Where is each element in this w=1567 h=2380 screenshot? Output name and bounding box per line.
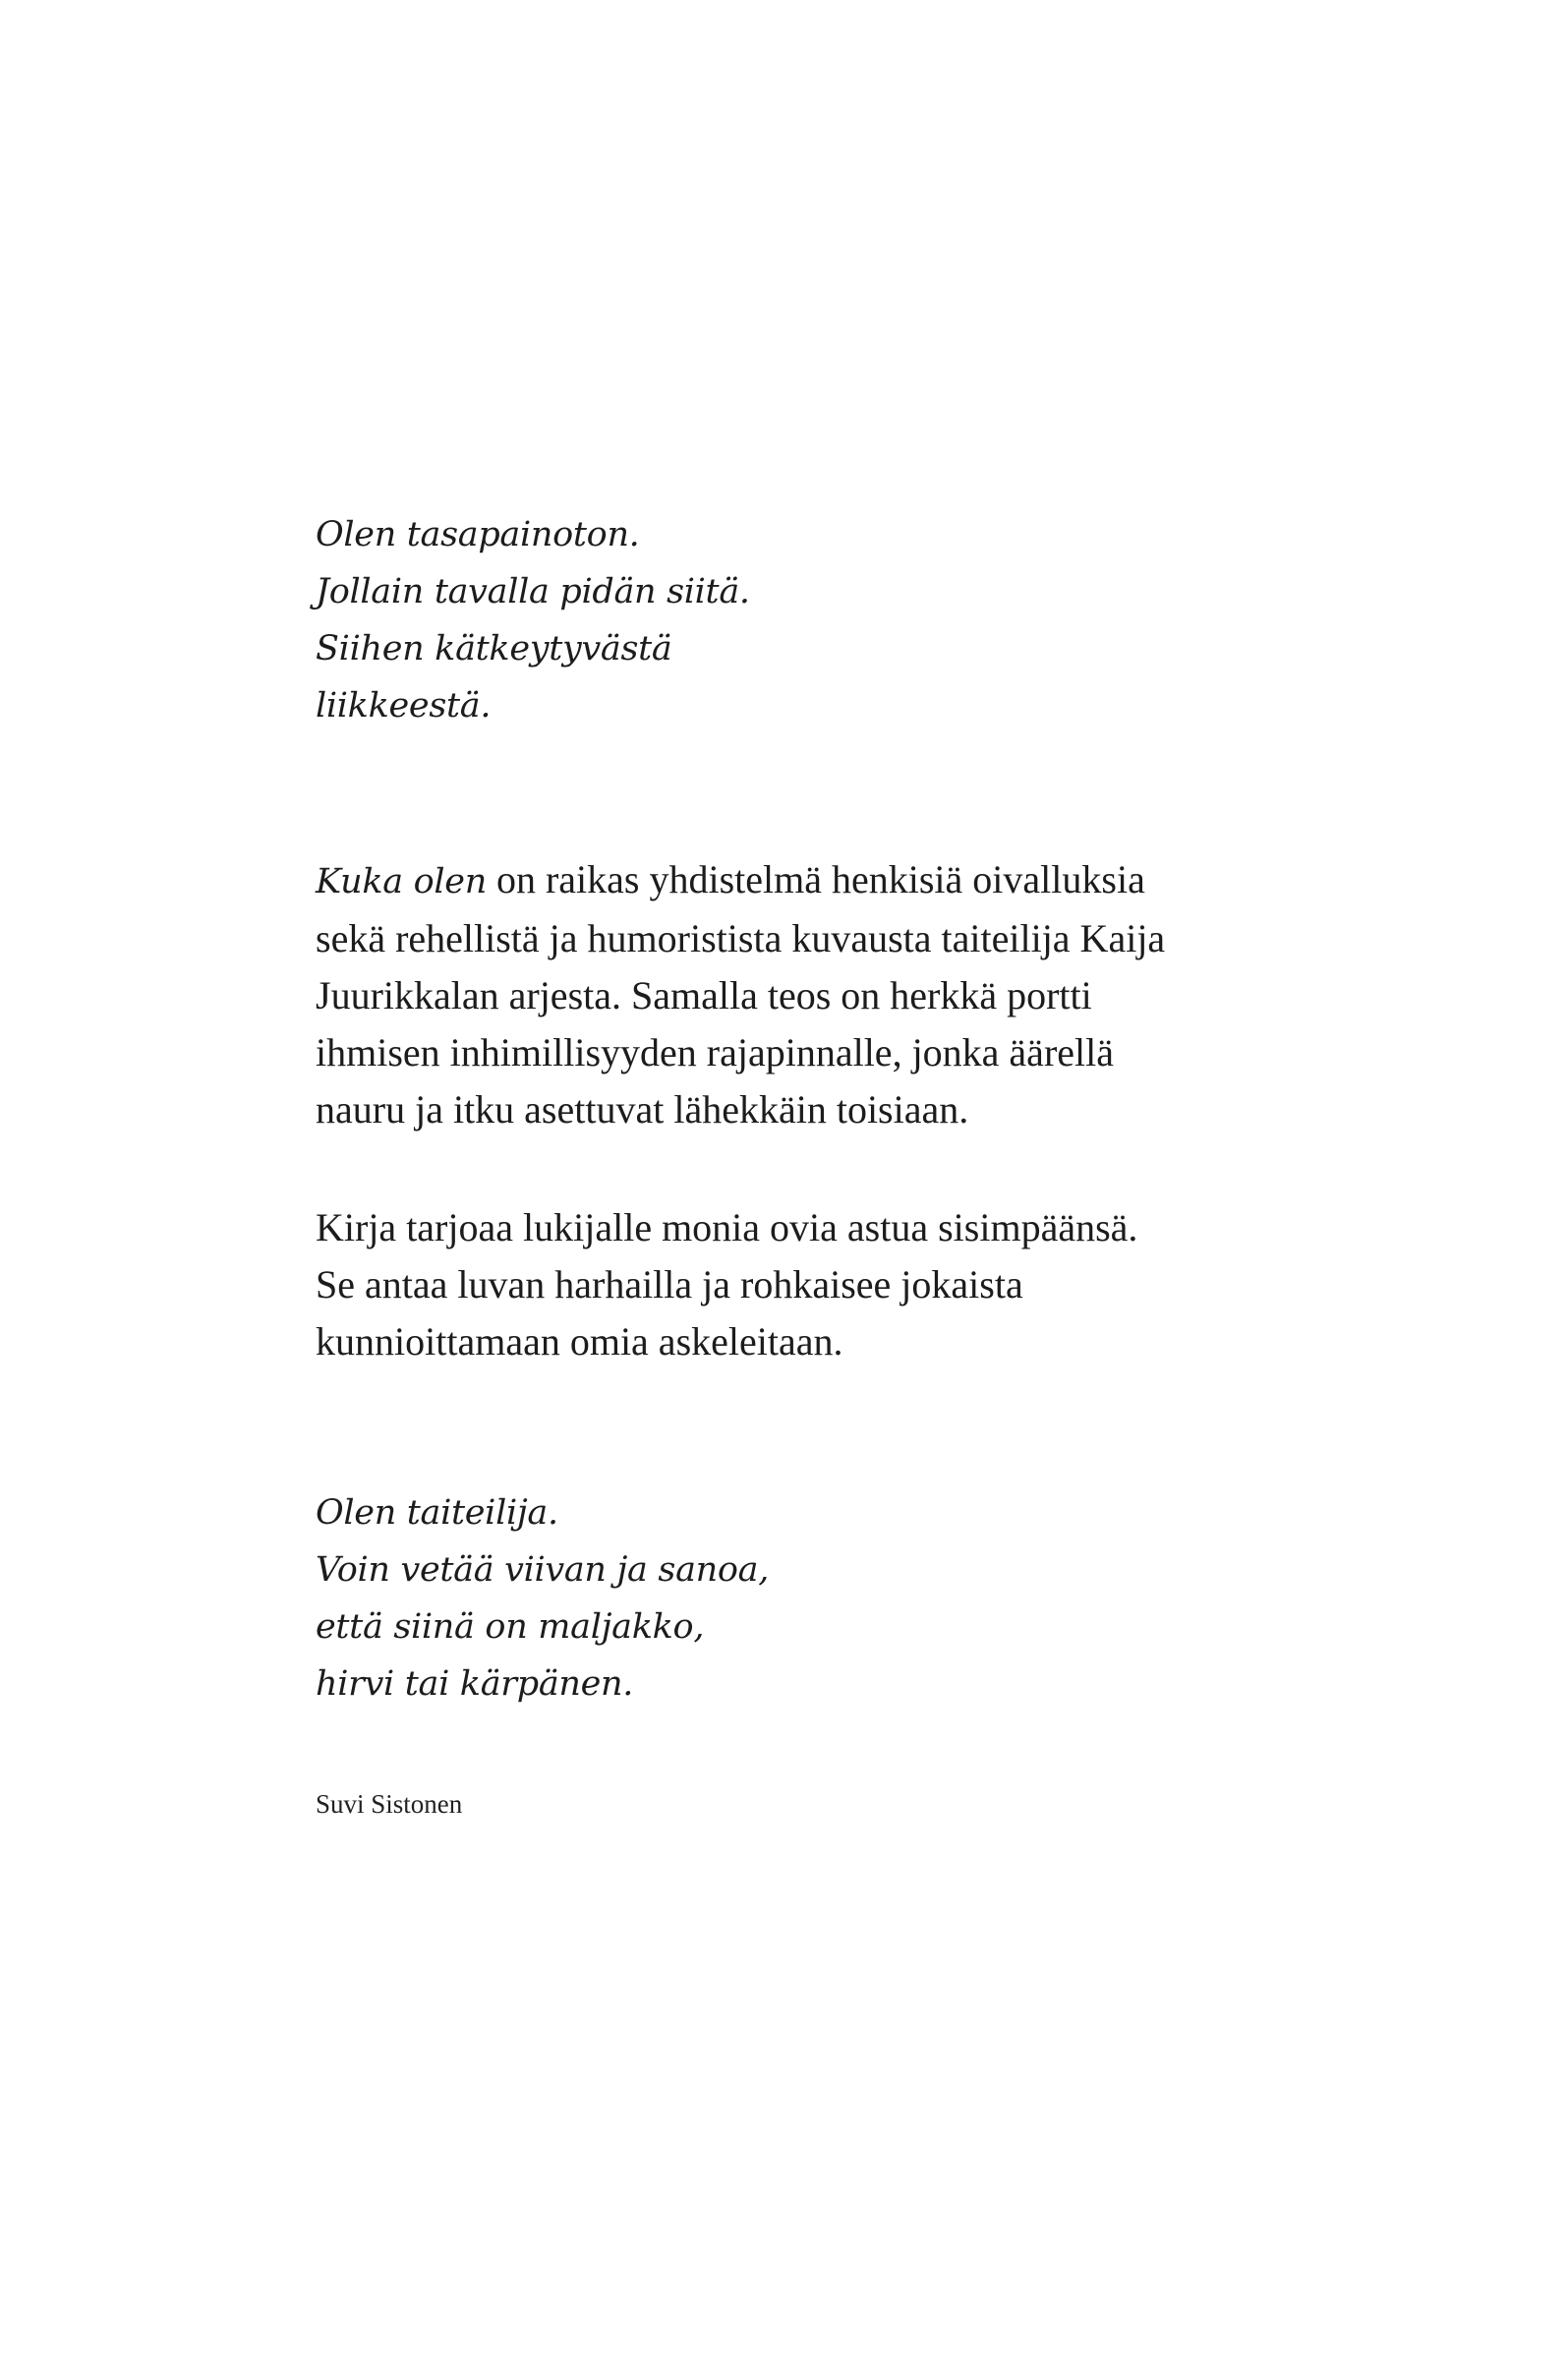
poem-line: Olen taiteilija. [316,1493,558,1533]
poem-line: hirvi tai kärpänen. [316,1664,634,1704]
paragraph-line: Se antaa luvan harhailla ja rohkaisee jokaista [316,1262,1023,1306]
paragraph-line: kunnioittamaan omia askeleitaan. [316,1319,843,1364]
author-signature: Suvi Sistonen [316,1789,463,1819]
paragraph-line [316,851,1299,910]
opening-poem [316,506,1299,734]
poem-line: liikkeestä. [316,686,492,726]
closing-poem [316,1484,1299,1712]
paragraph-line: ihmisen inhimillisyyden rajapinnalle, jonka äärellä [316,1030,1114,1074]
book-title: Kuka olen [316,862,487,901]
paragraph-line: sekä rehellistä ja humoristista kuvausta taiteilija Kaija [316,916,1166,960]
paragraph-text: on raikas yhdistelmä henkisiä oivalluksia [486,857,1145,901]
description-paragraph-1 [316,851,1299,1138]
poem-line: Siihen kätkeytyvästä [316,629,672,668]
poem-line: että siinä on maljakko, [316,1607,705,1647]
poem-line: Jollain tavalla pidän siitä. [316,572,750,611]
paragraph-line: Kirja tarjoaa lukijalle monia ovia astua sisimpäänsä. [316,1205,1138,1249]
paragraph [316,851,1299,1138]
description-paragraph-2 [316,1199,1299,1370]
paragraph-line: nauru ja itku asettuvat lähekkäin toisiaan. [316,1087,969,1132]
paragraph-line: Juurikkalan arjesta. Samalla teos on herkkä portti [316,973,1092,1017]
poem-line: Olen tasapainoton. [316,515,640,554]
poem-line: Voin vetää viivan ja sanoa, [316,1550,770,1590]
paragraph [316,1199,1299,1370]
